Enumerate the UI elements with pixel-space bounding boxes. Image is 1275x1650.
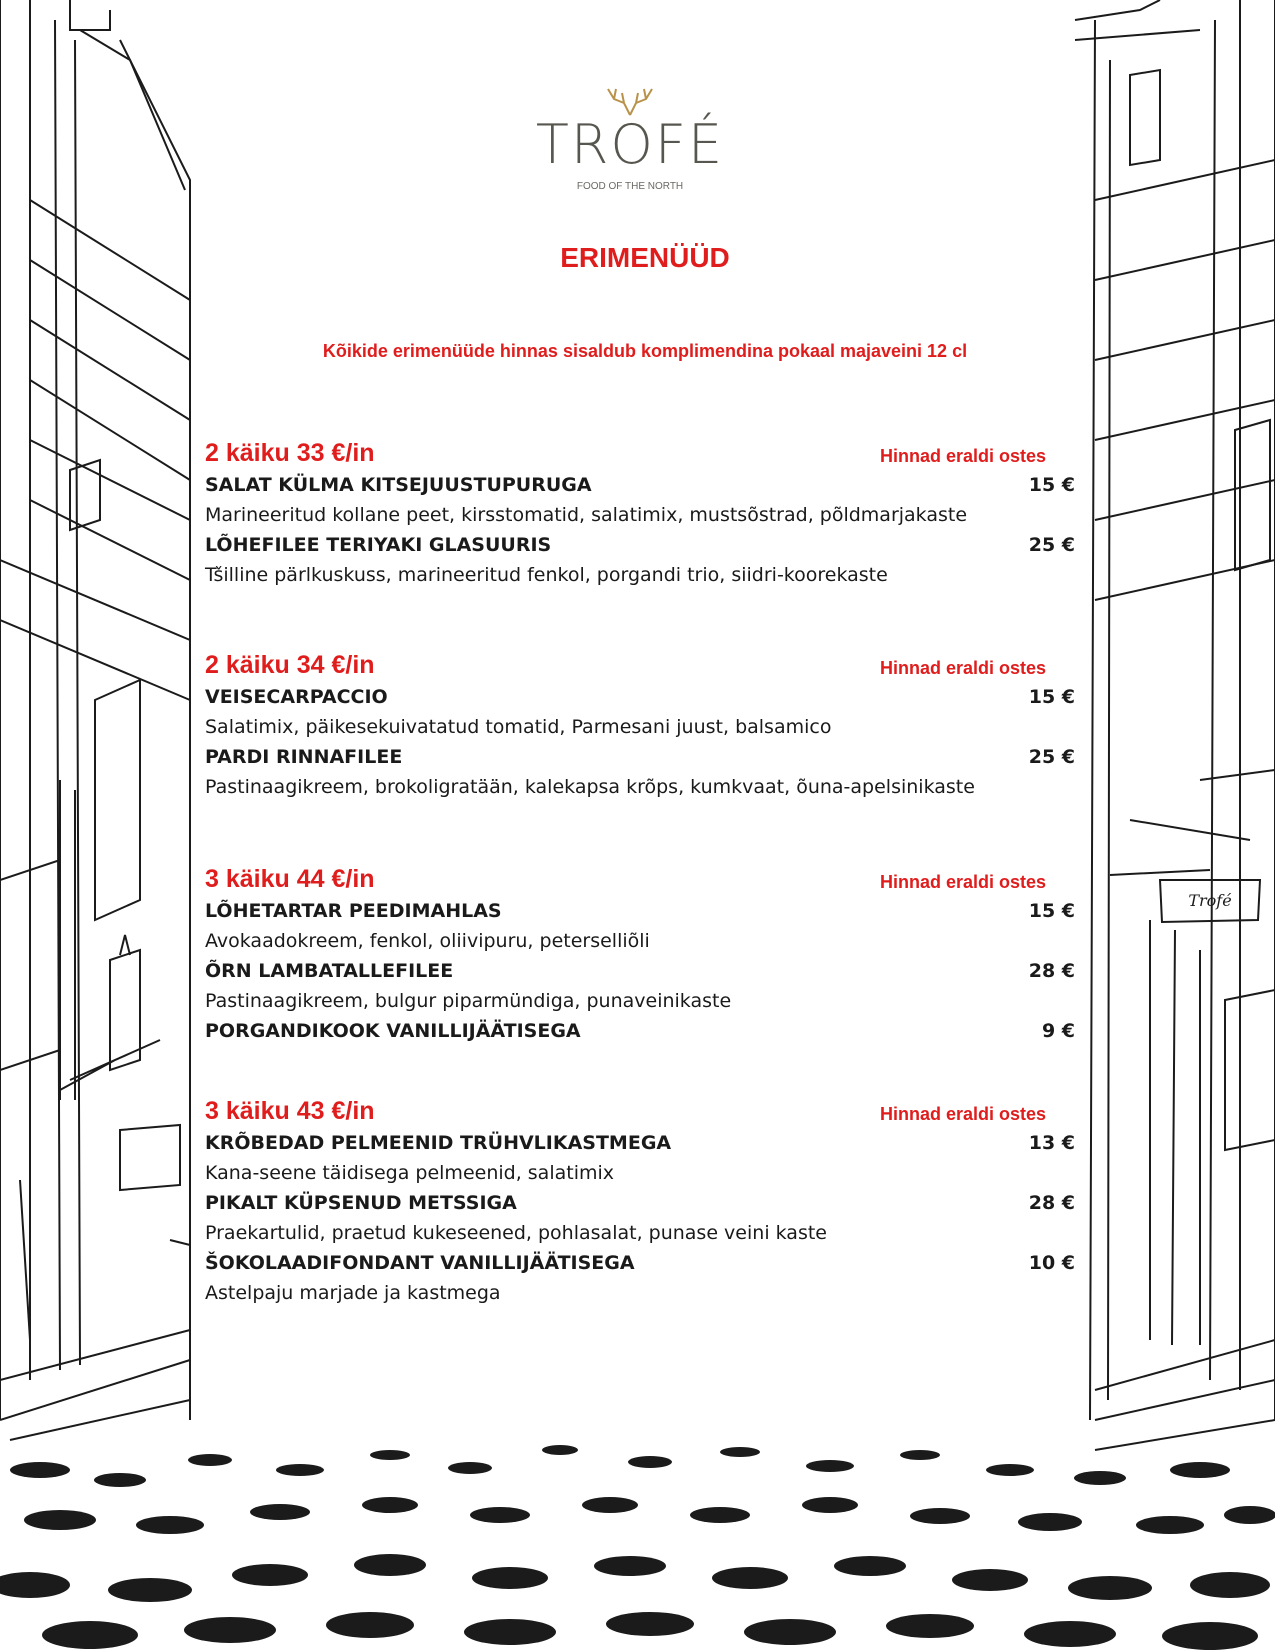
- dish-description: Salatimix, päikesekuivatatud tomatid, Parmesani juust, balsamico: [205, 716, 832, 738]
- set-menu: [205, 650, 1075, 802]
- dish-description: Pastinaagikreem, bulgur piparmündiga, punaveinikaste: [205, 990, 732, 1012]
- dish-price: 9 €: [1041, 1020, 1075, 1042]
- dish-description: Tšilline pärlkuskuss, marineeritud fenkol, porgandi trio, siidri-koorekaste: [205, 564, 888, 586]
- dish-name: ŠOKOLAADIFONDANT VANILLIJÄÄTISEGA: [205, 1252, 635, 1274]
- dish-price: 15 €: [1028, 686, 1075, 708]
- menu-price: 3 käiku 44 €/in: [205, 865, 375, 893]
- dish-price: 15 €: [1028, 474, 1075, 496]
- dish-name: LÕHEFILEE TERIYAKI GLASUURIS: [205, 534, 552, 556]
- dish-name: PIKALT KÜPSENUD METSSIGA: [205, 1192, 517, 1214]
- menu-price: 3 käiku 43 €/in: [205, 1097, 375, 1125]
- menu-header: [205, 864, 1075, 896]
- dish-row: [205, 470, 1075, 500]
- menu-separate-prices-note: Hinnad eraldi ostes: [880, 658, 1047, 678]
- dish-row: [205, 1128, 1075, 1158]
- dish-row: [205, 1248, 1075, 1278]
- hanging-sign: Trofé: [1188, 891, 1232, 910]
- set-menus: [205, 438, 1075, 1368]
- dish-name: KRÕBEDAD PELMEENID TRÜHVLIKASTMEGA: [205, 1132, 672, 1154]
- logo: [520, 85, 740, 195]
- menu-price: 2 käiku 34 €/in: [205, 651, 375, 679]
- menu-header: [205, 650, 1075, 682]
- menu-separate-prices-note: Hinnad eraldi ostes: [880, 872, 1047, 892]
- dish-name: SALAT KÜLMA KITSEJUUSTUPURUGA: [205, 474, 592, 496]
- dish-price: 13 €: [1028, 1132, 1075, 1154]
- dish-name: VEISECARPACCIO: [205, 686, 388, 708]
- dish-price: 10 €: [1028, 1252, 1075, 1274]
- dish-price: 15 €: [1028, 900, 1075, 922]
- dish-row: [205, 1188, 1075, 1218]
- menu-header: [205, 438, 1075, 470]
- dish-description: Kana-seene täidisega pelmeenid, salatimix: [205, 1162, 615, 1184]
- dish-name: ÕRN LAMBATALLEFILEE: [205, 960, 454, 982]
- dish-row: [205, 1016, 1075, 1046]
- dish-name: PARDI RINNAFILEE: [205, 746, 403, 768]
- dish-price: 25 €: [1028, 534, 1075, 556]
- dish-price: 28 €: [1028, 960, 1075, 982]
- wine-note: Kõikide erimenüüde hinnas sisaldub komplimendina pokaal majaveini 12 cl: [322, 341, 968, 361]
- menu-header: [205, 1096, 1075, 1128]
- set-menu: [205, 438, 1075, 590]
- logo-wordmark: TROFÉ: [535, 113, 725, 176]
- menu-separate-prices-note: Hinnad eraldi ostes: [880, 1104, 1047, 1124]
- dish-price: 28 €: [1028, 1192, 1075, 1214]
- dish-description: Avokaadokreem, fenkol, oliivipuru, peterselliõli: [205, 930, 650, 952]
- dish-row: [205, 896, 1075, 926]
- dish-price: 25 €: [1028, 746, 1075, 768]
- dish-row: [205, 956, 1075, 986]
- dish-description: Praekartulid, praetud kukeseened, pohlasalat, punase veini kaste: [205, 1222, 827, 1244]
- menu-price: 2 käiku 33 €/in: [205, 439, 375, 467]
- dish-description: Marineeritud kollane peet, kirsstomatid, salatimix, mustsõstrad, põldmarjakaste: [205, 504, 968, 526]
- set-menu: [205, 1096, 1075, 1308]
- dish-row: [205, 742, 1075, 772]
- logo-tagline: FOOD OF THE NORTH: [576, 181, 684, 192]
- page-title: ERIMENÜÜD: [560, 242, 730, 273]
- dish-name: PORGANDIKOOK VANILLIJÄÄTISEGA: [205, 1020, 581, 1042]
- dish-description: Pastinaagikreem, brokoligratään, kalekapsa krõps, kumkvaat, õuna-apelsinikaste: [205, 776, 975, 798]
- set-menu: [205, 864, 1075, 1046]
- dish-row: [205, 530, 1075, 560]
- dish-name: LÕHETARTAR PEEDIMAHLAS: [205, 900, 502, 922]
- dish-row: [205, 682, 1075, 712]
- menu-separate-prices-note: Hinnad eraldi ostes: [880, 446, 1047, 466]
- dish-description: Astelpaju marjade ja kastmega: [205, 1282, 501, 1304]
